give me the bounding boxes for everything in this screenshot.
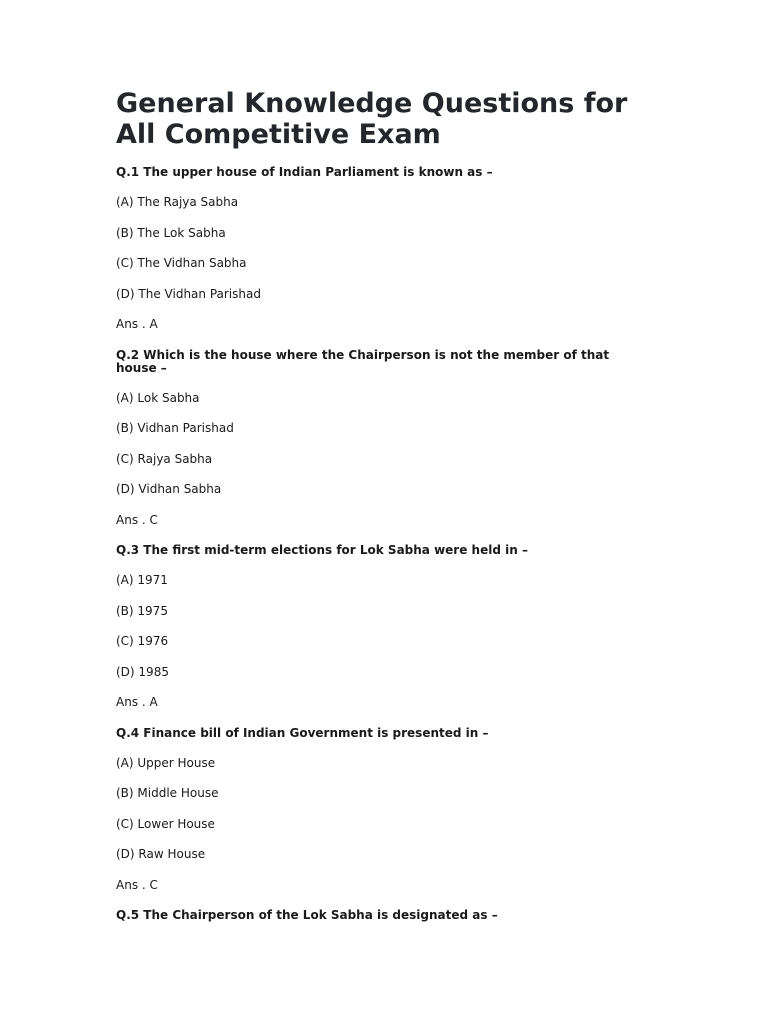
question-2-answer: Ans . C <box>116 512 158 527</box>
question-3-option-d: (D) 1985 <box>116 664 169 679</box>
question-1-option-c: (C) The Vidhan Sabha <box>116 256 247 270</box>
question-1-option-b: (B) The Lok Sabha <box>116 225 226 240</box>
question-3-option-a: (A) 1971 <box>116 573 168 587</box>
page-title: General Knowledge Questions for All Competitive Exam <box>116 88 628 150</box>
question-3-option-c: (C) 1976 <box>116 634 169 648</box>
question-4: Q.4 Finance bill of Indian Government is presented in – <box>116 725 489 740</box>
question-3-option-b: (B) 1975 <box>116 603 168 618</box>
document-page <box>116 88 646 939</box>
question-4-option-a: (A) Upper House <box>116 755 216 770</box>
question-1-option-d: (D) The Vidhan Parishad <box>116 286 261 301</box>
question-2-option-c: (C) Rajya Sabha <box>116 451 213 466</box>
question-4-answer: Ans . C <box>116 877 158 892</box>
question-4-option-c: (C) Lower House <box>116 816 215 831</box>
question-2: Q.2 Which is the house where the Chairperson is not the member of that house – <box>116 347 610 375</box>
question-4-option-d: (D) Raw House <box>116 847 206 861</box>
question-2-option-a: (A) Lok Sabha <box>116 390 200 405</box>
question-1-answer: Ans . A <box>116 317 158 331</box>
question-3: Q.3 The first mid-term elections for Lok Sabha were held in – <box>116 543 528 557</box>
question-2-option-b: (B) Vidhan Parishad <box>116 421 234 435</box>
question-4-option-b: (B) Middle House <box>116 786 219 800</box>
question-2-option-d: (D) Vidhan Sabha <box>116 482 222 496</box>
question-1-option-a: (A) The Rajya Sabha <box>116 195 239 209</box>
question-3-answer: Ans . A <box>116 695 158 709</box>
question-1: Q.1 The upper house of Indian Parliament is known as – <box>116 165 493 179</box>
question-5: Q.5 The Chairperson of the Lok Sabha is designated as – <box>116 908 498 922</box>
